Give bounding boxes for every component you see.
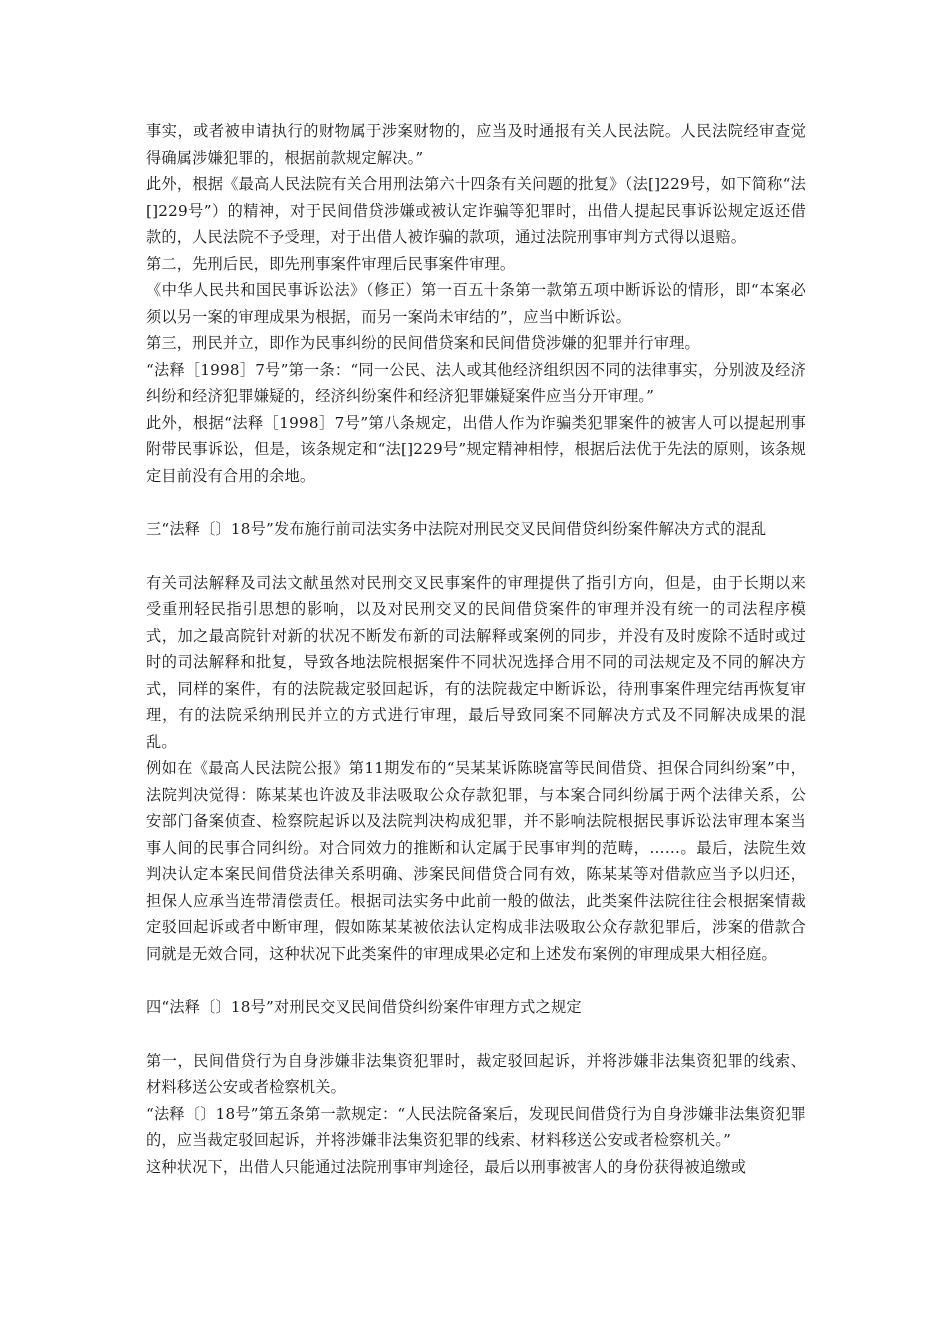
section-heading: 四“法释〔〕18号”对刑民交叉民间借贷纠纷案件审理方式之规定 xyxy=(146,998,582,1016)
blank-line xyxy=(146,489,806,516)
paragraph: 这种状况下，出借人只能通过法院刑事审判途径，最后以刑事被害人的身份获得被追缴或 xyxy=(146,1157,747,1176)
section-heading: 三“法释〔〕18号”发布施行前司法实务中法院对刑民交叉民间借贷纠纷案件解决方式的混乱 xyxy=(146,520,767,538)
paragraph: 此外，根据《最高人民法院有关合用刑法第六十四条有关问题的批复》（法[]229号，如下简称“法[]229号”）的精神，对于民间借贷涉嫌或被认定诈骗等犯罪时，出借人提起民事诉讼规定返还借款的，人民法院不予受理，对于出借人被诈骗的款项，通过法院刑事审判方式得以退赔。 xyxy=(146,175,806,246)
blank-line xyxy=(146,1021,806,1048)
blank-line xyxy=(146,543,806,570)
paragraph: 第一，民间借贷行为自身涉嫌非法集资犯罪时，裁定驳回起诉，并将涉嫌非法集资犯罪的线索、材料移送公安或者检察机关。 xyxy=(146,1051,806,1096)
paragraph: 事实，或者被申请执行的财物属于涉案财物的，应当及时通报有关人民法院。人民法院经审查觉得确属涉嫌犯罪的，根据前款规定解决。” xyxy=(146,122,806,167)
paragraph: 第二，先刑后民，即先刑事案件审理后民事案件审理。 xyxy=(146,254,516,273)
paragraph: 第三，刑民并立，即作为民事纠纷的民间借贷案和民间借贷涉嫌的犯罪并行审理。 xyxy=(146,334,700,352)
paragraph: 例如在《最高人民法院公报》第11期发布的“吴某某诉陈晓富等民间借贷、担保合同纠纷案”中，法院判决觉得：陈某某也许波及非法吸取公众存款犯罪，与本案合同纠纷属于两个法律关系，公安部门备案侦查、检察院起诉以及法院判决构成犯罪，并不影响法院根据民事诉讼法审理本案当事人间的民事合同纠纷。对合同效力的推断和认定属于民事审判的范畴，……。最后，法院生效判决认定本案民间借贷法律关系明确、涉案民间借贷合同有效，陈某某等对借款应当予以归还，担保人应承当连带清偿责任。根据司法实务中此前一般的做法，此类案件法院往往会根据案情裁定驳回起诉或者中断审理，假如陈某某被依法认定构成非法吸取公众存款犯罪后，涉案的借款合同就是无效合同，这种状况下此类案件的审理成果必定和上述发布案例的审理成果大相径庭。 xyxy=(146,759,806,963)
paragraph: 有关司法解释及司法文献虽然对民刑交叉民事案件的审理提供了指引方向，但是，由于长期以来受重刑轻民指引思想的影响，以及对民刑交叉的民间借贷案件的审理并没有统一的司法程序模式，加之最高院针对新的状况不断发布新的司法解释或案例的同步，并没有及时废除不适时或过时的司法解释和批复，导致各地法院根据案件不同状况选择合用不同的司法规定及不同的解决方式，同样的案件，有的法院裁定驳回起诉，有的法院裁定中断诉讼，待刑事案件理完结再恢复审理，有的法院采纳刑民并立的方式进行审理，最后导致同案不同解决方式及不同解决成果的混乱。 xyxy=(146,573,806,751)
paragraph: “法释〔〕18号”第五条第一款规定：“人民法院备案后，发现民间借贷行为自身涉嫌非法集资犯罪的，应当裁定驳回起诉，并将涉嫌非法集资犯罪的线索、材料移送公安或者检察机关。” xyxy=(146,1104,806,1149)
paragraph: 此外，根据“法释［1998］7号”第八条规定，出借人作为诈骗类犯罪案件的被害人可以提起刑事附带民事诉讼，但是，该条规定和“法[]229号”规定精神相悖，根据后法优于先法的原则，该条规定目前没有合用的余地。 xyxy=(146,413,806,485)
blank-line xyxy=(146,967,806,994)
paragraph: 《中华人民共和国民事诉讼法》（修正）第一百五十条第一款第五项中断诉讼的情形，即“本案必须以另一案的审理成果为根据，而另一案尚未审结的”，应当中断诉讼。 xyxy=(146,281,806,326)
document-body xyxy=(146,118,806,1180)
paragraph: “法释［1998］7号”第一条：“同一公民、法人或其他经济组织因不同的法律事实，分别波及经济纠纷和经济犯罪嫌疑的，经济纠纷案件和经济犯罪嫌疑案件应当分开审理。” xyxy=(146,360,806,405)
